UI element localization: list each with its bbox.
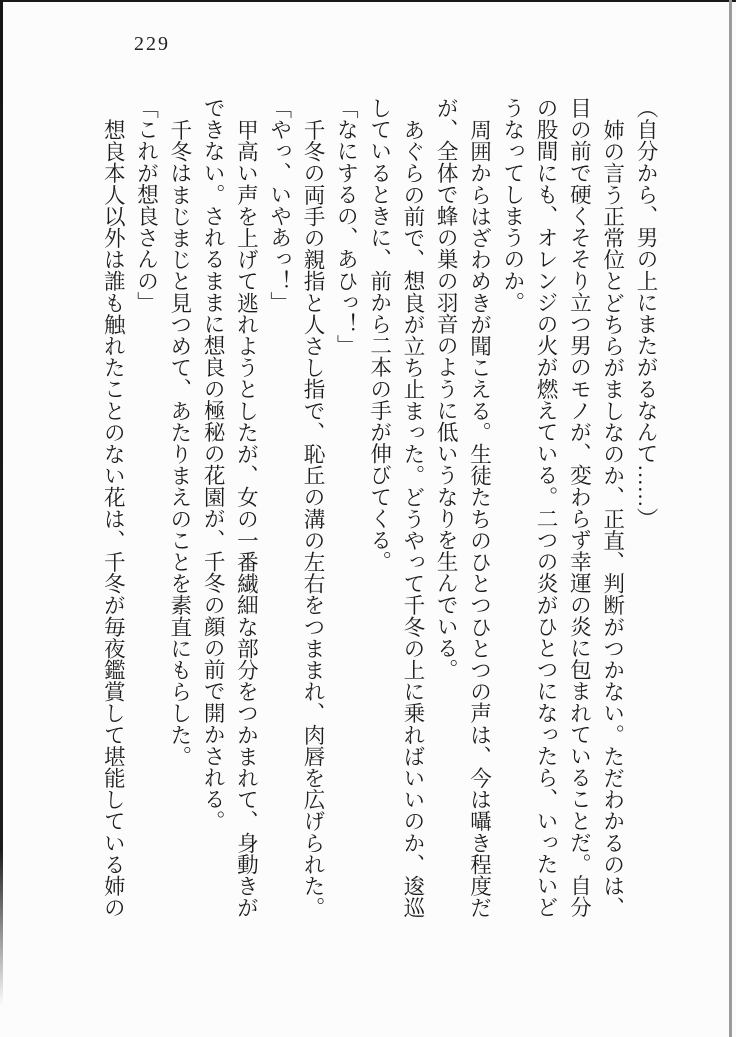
paragraph: 想良本人以外は誰も触れたことのない花は、千冬が毎夜鑑賞して堪能している姉の xyxy=(101,118,126,918)
paragraph: 「なにするの、あひっ！」 xyxy=(334,97,359,357)
paragraph: 甲高い声を上げて逃れようとしたが、女の一番繊細な部分をつかまれて、身動きができない。されるままに想良の極秘の花園が、千冬の顔の前で開かされる。 xyxy=(201,97,259,918)
paragraph: 姉の言う正常位とどちらがましなのか、正直、判断がつかない。ただわかるのは、目の前で硬くそそり立つ男のモノが、変わらず幸運の炎に包まれていることだ。自分の股間にも、オレンジの火が燃えている。二つの炎がひとつになったら、いったいどうなってしまうのか。 xyxy=(500,97,625,918)
text-block xyxy=(96,97,662,920)
paragraph: あぐらの前で、想良が立ち止まった。どうやって千冬の上に乗ればいいのか、逡巡しているときに、前から二本の手が伸びてくる。 xyxy=(367,97,425,918)
paragraph: 千冬の両手の親指と人さし指で、恥丘の溝の左右をつままれ、肉唇を広げられた。 xyxy=(301,118,326,918)
paragraph: 千冬はまじまじと見つめて、あたりまえのことを素直にもらした。 xyxy=(167,118,192,767)
paragraph: 周囲からはざわめきが聞こえる。生徒たちのひとつひとつの声は、今は囁き程度だが、全体で蜂の巣の羽音のように低いうなりを生んでいる。 xyxy=(434,97,492,918)
scan-edge-left xyxy=(0,0,3,1037)
paragraph: （自分から、男の上にまたがるなんて……） xyxy=(634,97,658,529)
scan-edge-top xyxy=(0,0,736,2)
page-gutter-line xyxy=(729,0,732,1037)
page-number: 229 xyxy=(134,33,170,55)
paragraph: 「これが想良さんの」 xyxy=(134,97,159,313)
paragraph: 「やっ、いやあっ！」 xyxy=(267,97,292,313)
